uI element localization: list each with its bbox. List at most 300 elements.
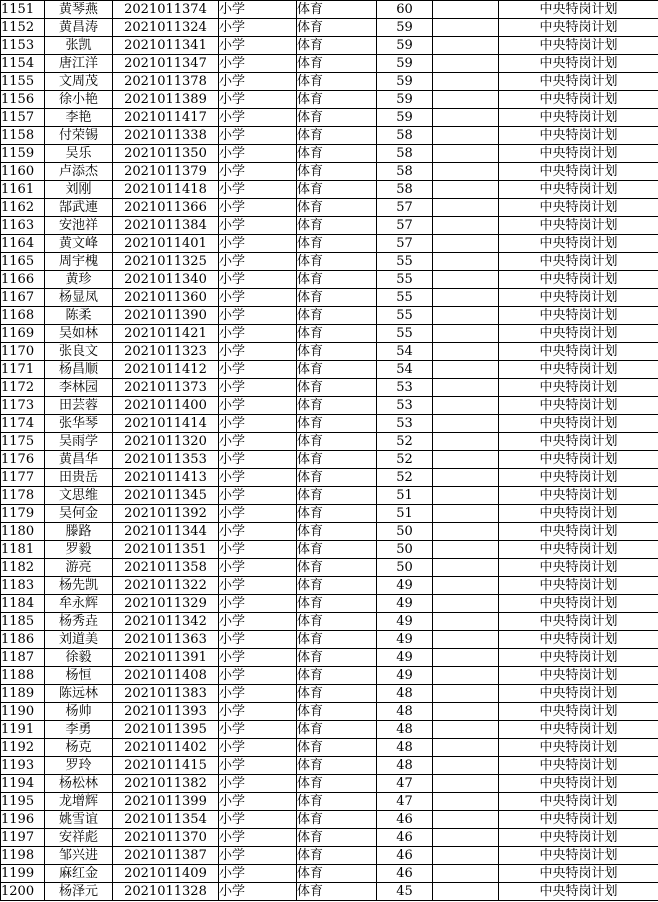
plan-type-cell: 中央特岗计划 (499, 667, 658, 685)
candidate-name-cell: 滕路 (45, 523, 113, 541)
plan-type-cell: 中央特岗计划 (499, 433, 658, 451)
empty-cell-cell (433, 685, 499, 703)
school-level-cell: 小学 (219, 127, 297, 145)
table-row (1, 55, 658, 73)
exam-id-cell: 2021011387 (113, 847, 219, 865)
subject-cell: 体育 (297, 883, 377, 901)
candidate-name-cell: 张凯 (45, 37, 113, 55)
row-number-cell: 1151 (1, 1, 45, 19)
table-row (1, 253, 658, 271)
subject-cell: 体育 (297, 145, 377, 163)
subject-cell: 体育 (297, 649, 377, 667)
score-cell: 57 (377, 217, 433, 235)
candidate-name-cell: 吴乐 (45, 145, 113, 163)
candidate-name-cell: 杨克 (45, 739, 113, 757)
row-number-cell: 1152 (1, 19, 45, 37)
subject-cell: 体育 (297, 343, 377, 361)
subject-cell: 体育 (297, 19, 377, 37)
empty-cell-cell (433, 793, 499, 811)
score-cell: 46 (377, 829, 433, 847)
exam-id-cell: 2021011378 (113, 73, 219, 91)
candidate-name-cell: 安祥彪 (45, 829, 113, 847)
candidate-name-cell: 周宇槐 (45, 253, 113, 271)
score-cell: 53 (377, 379, 433, 397)
empty-cell-cell (433, 163, 499, 181)
exam-id-cell: 2021011325 (113, 253, 219, 271)
subject-cell: 体育 (297, 631, 377, 649)
exam-id-cell: 2021011338 (113, 127, 219, 145)
exam-id-cell: 2021011351 (113, 541, 219, 559)
table-row (1, 721, 658, 739)
table-row (1, 379, 658, 397)
plan-type-cell: 中央特岗计划 (499, 523, 658, 541)
candidate-name-cell: 卢添杰 (45, 163, 113, 181)
table-row (1, 415, 658, 433)
plan-type-cell: 中央特岗计划 (499, 595, 658, 613)
table-row (1, 559, 658, 577)
school-level-cell: 小学 (219, 181, 297, 199)
candidate-name-cell: 姚雪谊 (45, 811, 113, 829)
score-cell: 45 (377, 883, 433, 901)
empty-cell-cell (433, 523, 499, 541)
table-row (1, 577, 658, 595)
subject-cell: 体育 (297, 127, 377, 145)
candidate-name-cell: 杨昌顺 (45, 361, 113, 379)
score-cell: 50 (377, 523, 433, 541)
table-row (1, 91, 658, 109)
school-level-cell: 小学 (219, 829, 297, 847)
table-row (1, 181, 658, 199)
candidate-name-cell: 吴何金 (45, 505, 113, 523)
candidate-name-cell: 文周茂 (45, 73, 113, 91)
candidate-name-cell: 邹兴进 (45, 847, 113, 865)
school-level-cell: 小学 (219, 451, 297, 469)
plan-type-cell: 中央特岗计划 (499, 415, 658, 433)
plan-type-cell: 中央特岗计划 (499, 649, 658, 667)
empty-cell-cell (433, 469, 499, 487)
score-cell: 50 (377, 559, 433, 577)
exam-id-cell: 2021011402 (113, 739, 219, 757)
row-number-cell: 1175 (1, 433, 45, 451)
exam-id-cell: 2021011358 (113, 559, 219, 577)
empty-cell-cell (433, 109, 499, 127)
empty-cell-cell (433, 199, 499, 217)
table-row (1, 775, 658, 793)
row-number-cell: 1188 (1, 667, 45, 685)
score-cell: 49 (377, 613, 433, 631)
plan-type-cell: 中央特岗计划 (499, 163, 658, 181)
exam-id-cell: 2021011401 (113, 235, 219, 253)
candidate-name-cell: 黄琴燕 (45, 1, 113, 19)
table-row (1, 235, 658, 253)
candidate-name-cell: 李勇 (45, 721, 113, 739)
candidate-name-cell: 黄昌华 (45, 451, 113, 469)
exam-id-cell: 2021011373 (113, 379, 219, 397)
score-cell: 55 (377, 253, 433, 271)
school-level-cell: 小学 (219, 253, 297, 271)
score-cell: 54 (377, 361, 433, 379)
exam-id-cell: 2021011421 (113, 325, 219, 343)
school-level-cell: 小学 (219, 523, 297, 541)
plan-type-cell: 中央特岗计划 (499, 613, 658, 631)
subject-cell: 体育 (297, 595, 377, 613)
plan-type-cell: 中央特岗计划 (499, 757, 658, 775)
plan-type-cell: 中央特岗计划 (499, 793, 658, 811)
table-row (1, 163, 658, 181)
score-cell: 49 (377, 631, 433, 649)
school-level-cell: 小学 (219, 469, 297, 487)
plan-type-cell: 中央特岗计划 (499, 289, 658, 307)
subject-cell: 体育 (297, 685, 377, 703)
subject-cell: 体育 (297, 577, 377, 595)
plan-type-cell: 中央特岗计划 (499, 451, 658, 469)
exam-id-cell: 2021011382 (113, 775, 219, 793)
plan-type-cell: 中央特岗计划 (499, 127, 658, 145)
exam-id-cell: 2021011322 (113, 577, 219, 595)
school-level-cell: 小学 (219, 649, 297, 667)
table-row (1, 433, 658, 451)
exam-id-cell: 2021011344 (113, 523, 219, 541)
row-number-cell: 1163 (1, 217, 45, 235)
score-cell: 53 (377, 415, 433, 433)
plan-type-cell: 中央特岗计划 (499, 145, 658, 163)
row-number-cell: 1194 (1, 775, 45, 793)
candidate-name-cell: 文思维 (45, 487, 113, 505)
school-level-cell: 小学 (219, 415, 297, 433)
school-level-cell: 小学 (219, 793, 297, 811)
plan-type-cell: 中央特岗计划 (499, 361, 658, 379)
score-cell: 52 (377, 469, 433, 487)
table-row (1, 541, 658, 559)
table-row (1, 469, 658, 487)
candidate-name-cell: 刘刚 (45, 181, 113, 199)
exam-id-cell: 2021011350 (113, 145, 219, 163)
school-level-cell: 小学 (219, 379, 297, 397)
row-number-cell: 1190 (1, 703, 45, 721)
table-row (1, 325, 658, 343)
plan-type-cell: 中央特岗计划 (499, 721, 658, 739)
plan-type-cell: 中央特岗计划 (499, 199, 658, 217)
score-cell: 52 (377, 451, 433, 469)
table-row (1, 397, 658, 415)
plan-type-cell: 中央特岗计划 (499, 631, 658, 649)
plan-type-cell: 中央特岗计划 (499, 271, 658, 289)
row-number-cell: 1195 (1, 793, 45, 811)
plan-type-cell: 中央特岗计划 (499, 307, 658, 325)
exam-id-cell: 2021011353 (113, 451, 219, 469)
plan-type-cell: 中央特岗计划 (499, 73, 658, 91)
score-cell: 51 (377, 487, 433, 505)
score-cell: 48 (377, 703, 433, 721)
candidate-name-cell: 黄文峰 (45, 235, 113, 253)
candidate-name-cell: 杨秀垚 (45, 613, 113, 631)
school-level-cell: 小学 (219, 883, 297, 901)
row-number-cell: 1164 (1, 235, 45, 253)
table-row (1, 757, 658, 775)
table-row (1, 361, 658, 379)
row-number-cell: 1158 (1, 127, 45, 145)
row-number-cell: 1187 (1, 649, 45, 667)
plan-type-cell: 中央特岗计划 (499, 775, 658, 793)
empty-cell-cell (433, 253, 499, 271)
subject-cell: 体育 (297, 433, 377, 451)
score-cell: 53 (377, 397, 433, 415)
table-row (1, 217, 658, 235)
school-level-cell: 小学 (219, 811, 297, 829)
exam-id-cell: 2021011390 (113, 307, 219, 325)
exam-id-cell: 2021011345 (113, 487, 219, 505)
school-level-cell: 小学 (219, 775, 297, 793)
empty-cell-cell (433, 631, 499, 649)
plan-type-cell: 中央特岗计划 (499, 109, 658, 127)
subject-cell: 体育 (297, 793, 377, 811)
score-cell: 47 (377, 793, 433, 811)
empty-cell-cell (433, 721, 499, 739)
score-cell: 48 (377, 757, 433, 775)
empty-cell-cell (433, 361, 499, 379)
exam-id-cell: 2021011400 (113, 397, 219, 415)
candidate-name-cell: 黄珍 (45, 271, 113, 289)
plan-type-cell: 中央特岗计划 (499, 181, 658, 199)
score-cell: 48 (377, 739, 433, 757)
plan-type-cell: 中央特岗计划 (499, 703, 658, 721)
row-number-cell: 1180 (1, 523, 45, 541)
exam-id-cell: 2021011415 (113, 757, 219, 775)
table-row (1, 451, 658, 469)
school-level-cell: 小学 (219, 397, 297, 415)
plan-type-cell: 中央特岗计划 (499, 685, 658, 703)
plan-type-cell: 中央特岗计划 (499, 91, 658, 109)
row-number-cell: 1168 (1, 307, 45, 325)
table-row (1, 145, 658, 163)
school-level-cell: 小学 (219, 19, 297, 37)
exam-id-cell: 2021011414 (113, 415, 219, 433)
candidate-name-cell: 付荣锡 (45, 127, 113, 145)
table-row (1, 343, 658, 361)
exam-id-cell: 2021011341 (113, 37, 219, 55)
candidate-name-cell: 吴如林 (45, 325, 113, 343)
row-number-cell: 1156 (1, 91, 45, 109)
subject-cell: 体育 (297, 163, 377, 181)
school-level-cell: 小学 (219, 865, 297, 883)
exam-id-cell: 2021011354 (113, 811, 219, 829)
score-cell: 49 (377, 649, 433, 667)
subject-cell: 体育 (297, 811, 377, 829)
candidate-name-cell: 刘道美 (45, 631, 113, 649)
table-row (1, 793, 658, 811)
score-cell: 59 (377, 37, 433, 55)
exam-id-cell: 2021011413 (113, 469, 219, 487)
row-number-cell: 1165 (1, 253, 45, 271)
empty-cell-cell (433, 235, 499, 253)
row-number-cell: 1198 (1, 847, 45, 865)
row-number-cell: 1176 (1, 451, 45, 469)
table-row (1, 865, 658, 883)
school-level-cell: 小学 (219, 757, 297, 775)
exam-id-cell: 2021011374 (113, 1, 219, 19)
score-cell: 46 (377, 811, 433, 829)
exam-id-cell: 2021011418 (113, 181, 219, 199)
empty-cell-cell (433, 343, 499, 361)
empty-cell-cell (433, 613, 499, 631)
row-number-cell: 1162 (1, 199, 45, 217)
school-level-cell: 小学 (219, 91, 297, 109)
empty-cell-cell (433, 865, 499, 883)
candidate-name-cell: 安池祥 (45, 217, 113, 235)
row-number-cell: 1174 (1, 415, 45, 433)
table-row (1, 487, 658, 505)
empty-cell-cell (433, 307, 499, 325)
candidate-name-cell: 陈远林 (45, 685, 113, 703)
table-row (1, 127, 658, 145)
school-level-cell: 小学 (219, 847, 297, 865)
empty-cell-cell (433, 703, 499, 721)
school-level-cell: 小学 (219, 595, 297, 613)
school-level-cell: 小学 (219, 163, 297, 181)
subject-cell: 体育 (297, 487, 377, 505)
row-number-cell: 1171 (1, 361, 45, 379)
school-level-cell: 小学 (219, 433, 297, 451)
exam-id-cell: 2021011393 (113, 703, 219, 721)
school-level-cell: 小学 (219, 667, 297, 685)
school-level-cell: 小学 (219, 505, 297, 523)
plan-type-cell: 中央特岗计划 (499, 253, 658, 271)
row-number-cell: 1154 (1, 55, 45, 73)
school-level-cell: 小学 (219, 721, 297, 739)
exam-id-cell: 2021011320 (113, 433, 219, 451)
score-cell: 50 (377, 541, 433, 559)
plan-type-cell: 中央特岗计划 (499, 1, 658, 19)
table-row (1, 271, 658, 289)
score-cell: 58 (377, 163, 433, 181)
school-level-cell: 小学 (219, 739, 297, 757)
subject-cell: 体育 (297, 217, 377, 235)
subject-cell: 体育 (297, 199, 377, 217)
row-number-cell: 1182 (1, 559, 45, 577)
empty-cell-cell (433, 415, 499, 433)
subject-cell: 体育 (297, 505, 377, 523)
empty-cell-cell (433, 127, 499, 145)
score-cell: 54 (377, 343, 433, 361)
exam-id-cell: 2021011366 (113, 199, 219, 217)
table-row (1, 703, 658, 721)
school-level-cell: 小学 (219, 145, 297, 163)
exam-id-cell: 2021011417 (113, 109, 219, 127)
row-number-cell: 1169 (1, 325, 45, 343)
plan-type-cell: 中央特岗计划 (499, 343, 658, 361)
subject-cell: 体育 (297, 469, 377, 487)
empty-cell-cell (433, 325, 499, 343)
plan-type-cell: 中央特岗计划 (499, 235, 658, 253)
empty-cell-cell (433, 433, 499, 451)
row-number-cell: 1186 (1, 631, 45, 649)
score-cell: 57 (377, 199, 433, 217)
empty-cell-cell (433, 217, 499, 235)
empty-cell-cell (433, 811, 499, 829)
candidate-name-cell: 杨帅 (45, 703, 113, 721)
subject-cell: 体育 (297, 37, 377, 55)
empty-cell-cell (433, 397, 499, 415)
empty-cell-cell (433, 649, 499, 667)
empty-cell-cell (433, 451, 499, 469)
subject-cell: 体育 (297, 829, 377, 847)
plan-type-cell: 中央特岗计划 (499, 883, 658, 901)
table-row (1, 811, 658, 829)
plan-type-cell: 中央特岗计划 (499, 541, 658, 559)
row-number-cell: 1161 (1, 181, 45, 199)
school-level-cell: 小学 (219, 55, 297, 73)
exam-id-cell: 2021011340 (113, 271, 219, 289)
row-number-cell: 1193 (1, 757, 45, 775)
school-level-cell: 小学 (219, 613, 297, 631)
subject-cell: 体育 (297, 703, 377, 721)
subject-cell: 体育 (297, 757, 377, 775)
candidate-name-cell: 张良文 (45, 343, 113, 361)
subject-cell: 体育 (297, 721, 377, 739)
score-cell: 59 (377, 55, 433, 73)
subject-cell: 体育 (297, 847, 377, 865)
subject-cell: 体育 (297, 613, 377, 631)
empty-cell-cell (433, 145, 499, 163)
row-number-cell: 1192 (1, 739, 45, 757)
score-cell: 46 (377, 847, 433, 865)
score-cell: 49 (377, 667, 433, 685)
subject-cell: 体育 (297, 307, 377, 325)
subject-cell: 体育 (297, 523, 377, 541)
school-level-cell: 小学 (219, 199, 297, 217)
empty-cell-cell (433, 595, 499, 613)
exam-id-cell: 2021011412 (113, 361, 219, 379)
candidate-name-cell: 杨泽元 (45, 883, 113, 901)
candidate-name-cell: 郜武連 (45, 199, 113, 217)
row-number-cell: 1160 (1, 163, 45, 181)
table-row (1, 847, 658, 865)
plan-type-cell: 中央特岗计划 (499, 469, 658, 487)
school-level-cell: 小学 (219, 703, 297, 721)
score-cell: 58 (377, 127, 433, 145)
candidate-name-cell: 张华琴 (45, 415, 113, 433)
row-number-cell: 1199 (1, 865, 45, 883)
score-cell: 58 (377, 145, 433, 163)
score-cell: 59 (377, 19, 433, 37)
plan-type-cell: 中央特岗计划 (499, 397, 658, 415)
candidate-name-cell: 杨显凤 (45, 289, 113, 307)
plan-type-cell: 中央特岗计划 (499, 739, 658, 757)
subject-cell: 体育 (297, 91, 377, 109)
table-row (1, 19, 658, 37)
plan-type-cell: 中央特岗计划 (499, 847, 658, 865)
exam-id-cell: 2021011392 (113, 505, 219, 523)
exam-id-cell: 2021011391 (113, 649, 219, 667)
score-cell: 59 (377, 91, 433, 109)
empty-cell-cell (433, 181, 499, 199)
subject-cell: 体育 (297, 865, 377, 883)
row-number-cell: 1157 (1, 109, 45, 127)
empty-cell-cell (433, 379, 499, 397)
table-row (1, 595, 658, 613)
school-level-cell: 小学 (219, 685, 297, 703)
subject-cell: 体育 (297, 775, 377, 793)
table-row (1, 307, 658, 325)
exam-id-cell: 2021011409 (113, 865, 219, 883)
empty-cell-cell (433, 487, 499, 505)
plan-type-cell: 中央特岗计划 (499, 505, 658, 523)
candidate-name-cell: 牟永辉 (45, 595, 113, 613)
plan-type-cell: 中央特岗计划 (499, 559, 658, 577)
exam-id-cell: 2021011370 (113, 829, 219, 847)
score-cell: 57 (377, 235, 433, 253)
school-level-cell: 小学 (219, 577, 297, 595)
